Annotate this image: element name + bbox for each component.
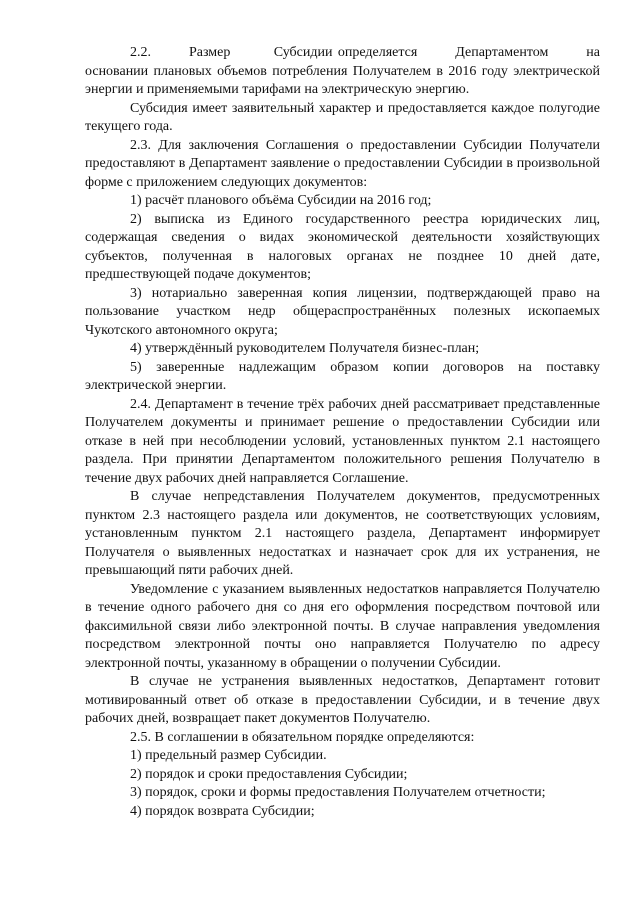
- list-item-2: 2) выписка из Единого государственного реестра юридических лиц, содержащая сведения о видах экономической деятельности хозяйствующих субъектов, полученная в налоговых органах не позднее 10 дней дате, предшествующей подаче документов;: [85, 211, 600, 282]
- agreement-item-4: 4) порядок возврата Субсидии;: [130, 803, 315, 819]
- paragraph-2-4: 2.4. Департамент в течение трёх рабочих дней рассматривает представленные Получателем документы и принимает решение о предоставлении Субсидии или отказе в ней при несоблюдении условий, установленных пунктом 2.1 настоящего раздела. При принятии Департаментом положительного решения Получателю в течение двух рабочих дней направляется Соглашение.: [85, 396, 600, 486]
- agreement-item-1: 1) предельный размер Субсидии.: [130, 748, 327, 763]
- agreement-item-2: 2) порядок и сроки предоставления Субсидии;: [130, 766, 408, 782]
- paragraph-subsidy-nature: Субсидия имеет заявительный характер и предоставляется каждое полугодие текущего года.: [85, 100, 600, 134]
- list-item-3: 3) нотариально заверенная копия лицензии, подтверждающей право на пользование участком недр общераспространённых полезных ископаемых Чукотского автономного округа;: [85, 285, 600, 338]
- paragraph-2-2: 2.2. Размер Субсидии определяется Департаментом на основании плановых объемов потребления Получателем в 2016 году электрической энергии и применяемыми тарифами на электрическую энергию.: [85, 45, 600, 97]
- list-item-5: 5) заверенные надлежащим образом копии договоров на поставку электрической энергии.: [85, 359, 600, 393]
- agreement-item-3: 3) порядок, сроки и формы предоставления Получателем отчетности;: [130, 785, 546, 800]
- paragraph-notification: Уведомление с указанием выявленных недостатков направляется Получателю в течение одного рабочего дня со дня его оформления посредством почтовой или факсимильной связи либо электронной почты. В случае направления уведомления посредством электронной почты оно направляется Получателю по адресу электронной почты, указанному в обращении о получении Субсидии.: [85, 581, 600, 671]
- paragraph-2-3: 2.3. Для заключения Соглашения о предоставлении Субсидии Получатели предоставляют в Департамент заявление о предоставлении Субсидии в произвольной форме с приложением следующих документов:: [85, 137, 600, 190]
- list-item-1: 1) расчёт планового объёма Субсидии на 2016 год;: [130, 193, 432, 208]
- paragraph-missing-documents: В случае непредставления Получателем документов, предусмотренных пунктом 2.3 настоящего раздела или документов, не соответствующих условиям, установленным пунктом 2.1 настоящего раздела, Департамент информирует Получателя о выявленных недостатках и назначает срок для их устранения, не превышающий пяти рабочих дней.: [85, 489, 600, 578]
- paragraph-2-5: 2.5. В соглашении в обязательном порядке определяются:: [130, 729, 475, 745]
- paragraph-refusal: В случае не устранения выявленных недостатков, Департамент готовит мотивированный ответ об отказе в предоставлении Субсидии, и в течение двух рабочих дней, возвращает пакет документов Получателю.: [85, 674, 600, 726]
- list-item-4: 4) утверждённый руководителем Получателя бизнес-план;: [130, 341, 480, 356]
